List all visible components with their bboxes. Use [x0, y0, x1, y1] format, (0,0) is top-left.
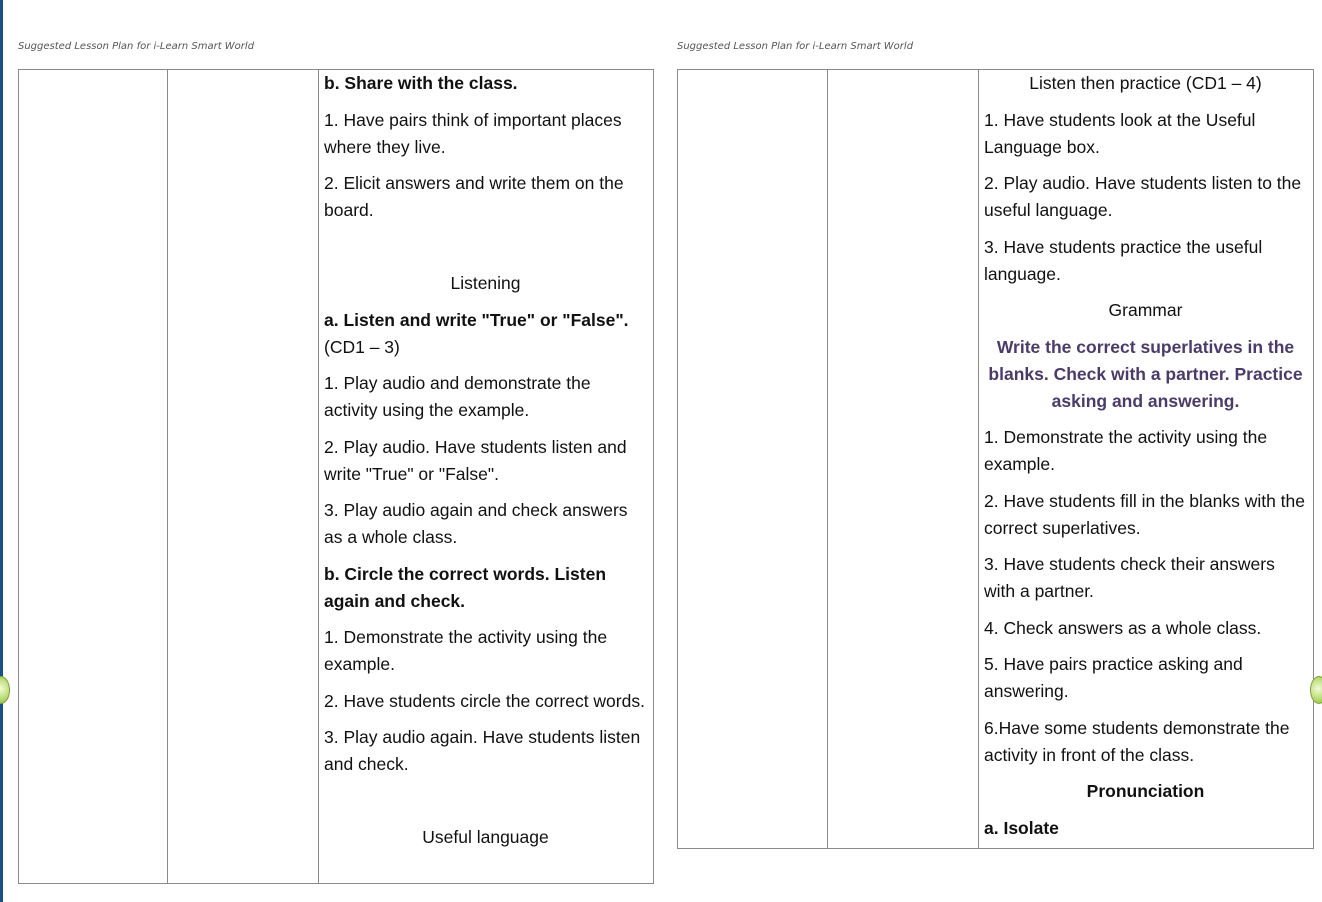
activity-heading: b. Share with the class. — [324, 73, 518, 93]
step: 3. Have students practice the useful language. — [984, 236, 1263, 284]
column-divider — [827, 70, 828, 848]
step: 2. Have students circle the correct words. — [324, 690, 645, 711]
section-title-useful-language: Useful language — [422, 827, 549, 847]
procedure-column-right — [979, 70, 1313, 851]
step: 2. Play audio. Have students listen and write "True" or "False". — [324, 436, 627, 484]
page-header-right: Suggested Lesson Plan for i-Learn Smart World — [677, 41, 914, 52]
activity-heading: a. Isolate — [984, 817, 1059, 838]
step: 4. Check answers as a whole class. — [984, 617, 1262, 638]
step: 1. Have pairs think of important places where they live. — [324, 109, 622, 157]
next-page-handle[interactable] — [1310, 676, 1322, 704]
step: 3. Play audio again and check answers as a whole class. — [324, 500, 628, 547]
column-divider — [167, 70, 168, 883]
activity-heading: b. Circle the correct words. Listen again and check. — [324, 563, 607, 611]
section-title-pronunciation: Pronunciation — [1086, 781, 1205, 801]
step: 2. Elicit answers and write them on the board. — [324, 173, 624, 220]
step: 3. Play audio again. Have students listen and check. — [324, 727, 641, 774]
section-title-listening: Listening — [450, 273, 521, 293]
grammar-instruction: Write the correct superlatives in the blanks. Check with a partner. Practice asking and answering. — [988, 336, 1303, 411]
previous-page-handle[interactable] — [0, 676, 10, 704]
activity-heading: Listen then practice (CD1 – 4) — [1029, 73, 1262, 93]
audio-track: (CD1 – 3) — [324, 336, 400, 357]
step: 1. Demonstrate the activity using the example. — [984, 427, 1268, 474]
step: 1. Demonstrate the activity using the example. — [324, 627, 608, 674]
step: 1. Have students look at the Useful Language box. — [984, 109, 1256, 157]
step: 2. Play audio. Have students listen to the useful language. — [984, 173, 1302, 220]
step: 3. Have students check their answers with a partner. — [984, 554, 1275, 601]
activity-heading — [324, 307, 647, 361]
step: 1. Play audio and demonstrate the activity using the example. — [324, 373, 591, 420]
lesson-table-left — [18, 69, 654, 884]
step: 2. Have students fill in the blanks with the correct superlatives. — [984, 490, 1306, 538]
section-title-grammar: Grammar — [1108, 300, 1183, 320]
step: 5. Have pairs practice asking and answering. — [984, 654, 1243, 701]
step: 6.Have some students demonstrate the activity in front of the class. — [984, 717, 1290, 765]
viewer-left-edge — [0, 0, 3, 902]
activity-heading-text: a. Listen and write "True" or "False". — [324, 309, 629, 330]
lesson-table-right — [677, 69, 1314, 849]
procedure-column-left — [319, 70, 653, 861]
page-header-left: Suggested Lesson Plan for i-Learn Smart World — [18, 41, 255, 52]
